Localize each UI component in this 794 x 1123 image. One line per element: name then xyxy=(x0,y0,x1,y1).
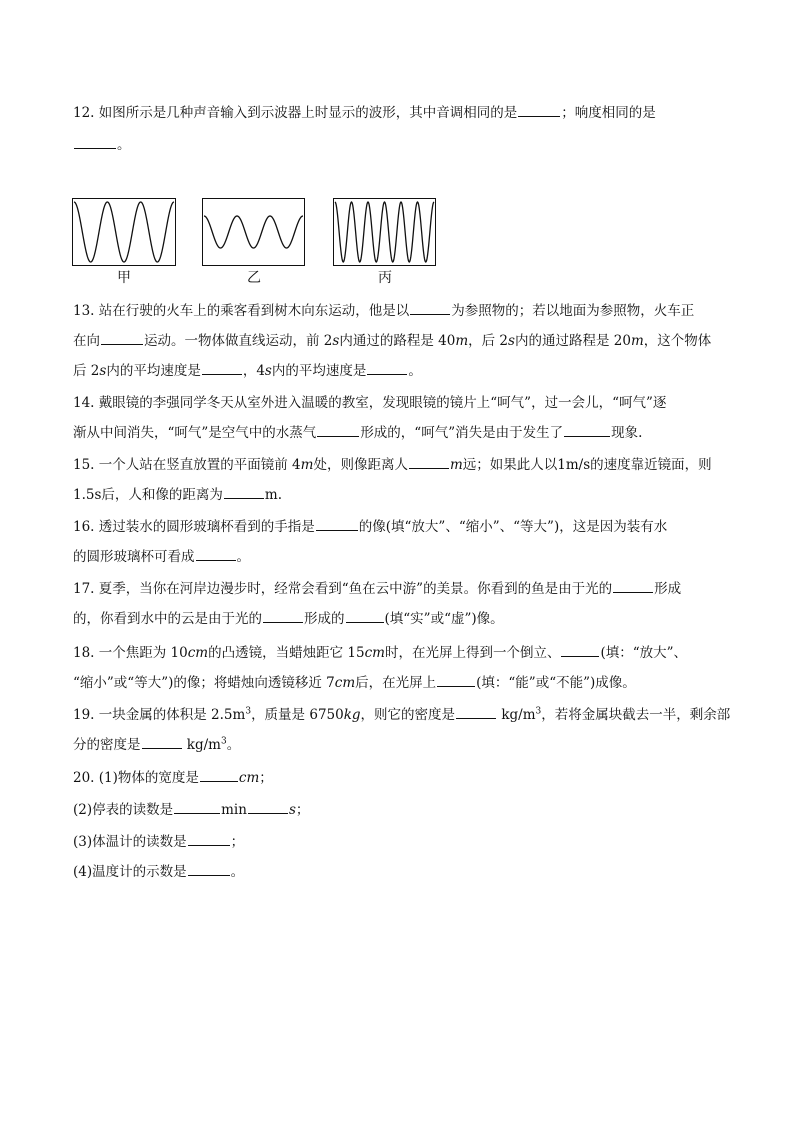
question-19: 19. 一块金属的体积是 $2.5m^3$，质量是 6750kg，则它的密度是 $kg/m^3$，若将金属块截去一半，剩余部 xyxy=(73,701,723,729)
answer-blank[interactable] xyxy=(613,578,653,593)
answer-blank[interactable] xyxy=(346,608,384,623)
answer-blank[interactable] xyxy=(248,799,288,814)
answer-blank[interactable] xyxy=(188,831,230,846)
question-19-line2: 分的密度是 $kg/m^3$。 xyxy=(73,731,723,759)
question-14-line2: 渐从中间消失，“呵气”是空气中的水蒸气 形成的，“呵气”消失是由于发生了 现象. xyxy=(73,419,723,447)
answer-blank[interactable] xyxy=(367,360,407,375)
question-12-cont: 。 xyxy=(73,131,723,159)
label-jia: 甲 xyxy=(117,270,131,286)
answer-blank[interactable] xyxy=(196,546,236,561)
question-20-part4: (4)温度计的示数是 。 xyxy=(73,858,723,886)
answer-blank[interactable] xyxy=(200,767,238,782)
answer-blank[interactable] xyxy=(174,799,220,814)
question-17-line2: 的，你看到水中的云是由于光的 形成的 (填“实”或“虚”)像。 xyxy=(73,605,723,633)
waveform-jia xyxy=(72,198,176,266)
question-20: 20. (1)物体的宽度是 cm； xyxy=(73,764,723,792)
question-18: 18. 一个焦距为 10cm的凸透镜，当蜡烛距它 15cm时，在光屏上得到一个倒立、 (填：“放大”、 xyxy=(73,639,723,667)
waveform-yi xyxy=(202,198,305,266)
answer-blank[interactable] xyxy=(456,704,496,719)
answer-blank[interactable] xyxy=(74,134,116,149)
answer-blank[interactable] xyxy=(518,102,560,117)
answer-blank[interactable] xyxy=(188,861,230,876)
question-15-line2: 1.5s后，人和像的距离为 m. xyxy=(73,481,723,509)
question-14: 14. 戴眼镜的李强同学冬天从室外进入温暖的教室，发现眼镜的镜片上“呵气”，过一会儿，“呵气”逐 xyxy=(73,395,667,411)
answer-blank[interactable] xyxy=(409,454,449,469)
question-20-part2: (2)停表的读数是 min s； xyxy=(73,796,723,824)
answer-blank[interactable] xyxy=(561,642,599,657)
question-13-line2: 在向 运动。一物体做直线运动，前 2s内通过的路程是 40m，后 2s内的通过路程是 20m，这个物体 xyxy=(73,327,723,355)
answer-blank[interactable] xyxy=(410,300,450,315)
answer-blank[interactable] xyxy=(224,484,264,499)
label-yi: 乙 xyxy=(247,270,261,286)
question-20-part3: (3)体温计的读数是 ； xyxy=(73,828,723,856)
question-16-line2: 的圆形玻璃杯可看成 。 xyxy=(73,543,723,571)
answer-blank[interactable] xyxy=(317,422,359,437)
question-15: 15. 一个人站在竖直放置的平面镜前 4m处，则像距离人 m远；如果此人以1m/s的速度靠近镜面，则 xyxy=(73,451,723,479)
answer-blank[interactable] xyxy=(437,672,475,687)
waveform-bing xyxy=(333,198,436,266)
label-bing: 丙 xyxy=(378,270,392,286)
question-17: 17. 夏季，当你在河岸边漫步时，经常会看到“鱼在云中游”的美景。你看到的鱼是由于光的 形成 xyxy=(73,575,723,603)
answer-blank[interactable] xyxy=(202,360,242,375)
question-13-line3: 后 2s内的平均速度是 ，4s内的平均速度是 。 xyxy=(73,357,723,385)
question-13: 13. 站在行驶的火车上的乘客看到树木向东运动，他是以 为参照物的；若以地面为参照物，火车正 xyxy=(73,297,723,325)
answer-blank[interactable] xyxy=(142,734,182,749)
question-12: 12. 如图所示是几种声音输入到示波器上时显示的波形，其中音调相同的是 ；响度相同的是 xyxy=(73,99,723,127)
question-18-line2: “缩小”或“等大”)的像；将蜡烛向透镜移近 7cm后，在光屏上 (填：“能”或“不能”)成像。 xyxy=(73,669,723,697)
answer-blank[interactable] xyxy=(316,516,358,531)
answer-blank[interactable] xyxy=(263,608,303,623)
answer-blank[interactable] xyxy=(564,422,610,437)
question-16: 16. 透过装水的圆形玻璃杯看到的手指是 的像(填“放大”、“缩小”、“等大”)，这是因为装有水 xyxy=(73,513,723,541)
answer-blank[interactable] xyxy=(101,330,143,345)
